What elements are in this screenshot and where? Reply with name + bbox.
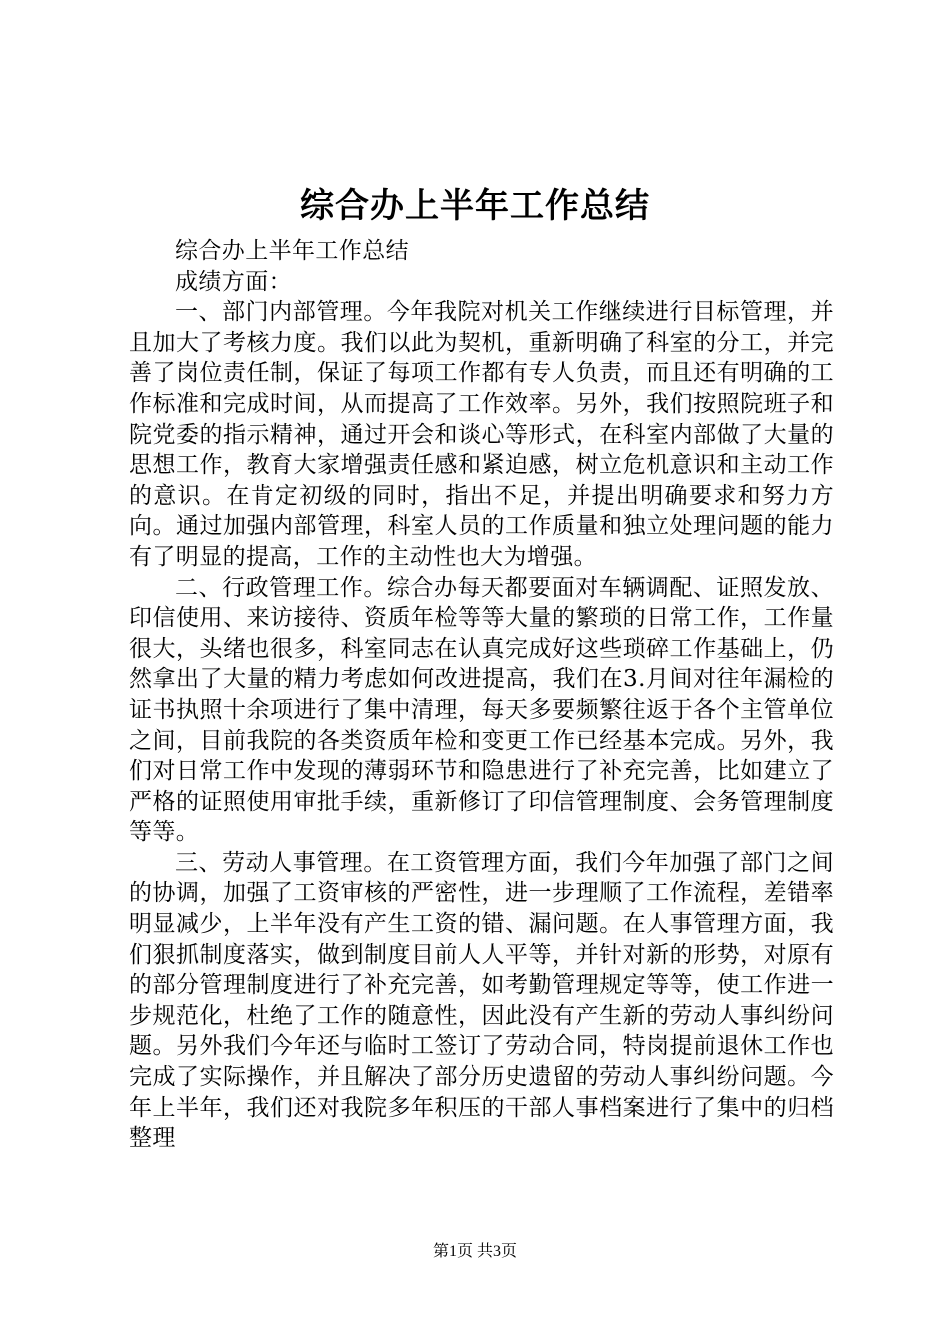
document-title: 综合办上半年工作总结 — [300, 186, 650, 226]
subtitle-paragraph: 综合办上半年工作总结 — [175, 238, 409, 264]
achievements-heading: 成绩方面： — [175, 268, 292, 295]
document-body — [129, 236, 834, 1154]
paragraph-internal-management: 一、部门内部管理。今年我院对机关工作继续进行目标管理，并且加大了考核力度。我们以此为契机，重新明确了科室的分工，并完善了岗位责任制，保证了每项工作都有专人负责，而且还有明确的工作标准和完成时间，从而提高了工作效率。另外，我们按照院班子和院党委的指示精神，通过开会和谈心等形式，在科室内部做了大量的思想工作，教育大家增强责任感和紧迫感，树立危机意识和主动工作的意识。在肯定初级的同时，指出不足，并提出明确要求和努力方向。通过加强内部管理，科室人员的工作质量和独立处理问题的能力有了明显的提高，工作的主动性也大为增强。 — [129, 299, 834, 570]
paragraph-administrative-work: 二、行政管理工作。综合办每天都要面对车辆调配、证照发放、印信使用、来访接待、资质年检等等大量的繁琐的日常工作，工作量很大，头绪也很多，科室同志在认真完成好这些琐碎工作基础上，仍然拿出了大量的精力考虑如何改进提高，我们在3.月间对往年漏检的证书执照十余项进行了集中清理，每天多要频繁往返于各个主管单位之间，目前我院的各类资质年检和变更工作已经基本完成。另外，我们对日常工作中发现的薄弱环节和隐患进行了补充完善，比如建立了严格的证照使用审批手续，重新修订了印信管理制度、会务管理制度等等。 — [129, 574, 834, 846]
paragraph-labor-personnel: 三、劳动人事管理。在工资管理方面，我们今年加强了部门之间的协调，加强了工资审核的严密性，进一步理顺了工作流程，差错率明显减少，上半年没有产生工资的错、漏问题。在人事管理方面，我们狠抓制度落实，做到制度目前人人平等，并针对新的形势，对原有的部分管理制度进行了补充完善，如考勤管理规定等等，使工作进一步规范化，杜绝了工作的随意性，因此没有产生新的劳动人事纠纷问题。另外我们今年还与临时工签订了劳动合同，特岗提前退休工作也完成了实际操作，并且解决了部分历史遗留的劳动人事纠纷问题。今年上半年，我们还对我院多年积压的干部人事档案进行了集中的归档整理 — [129, 849, 834, 1152]
page-number-footer: 第1页 共3页 — [432, 1243, 517, 1260]
